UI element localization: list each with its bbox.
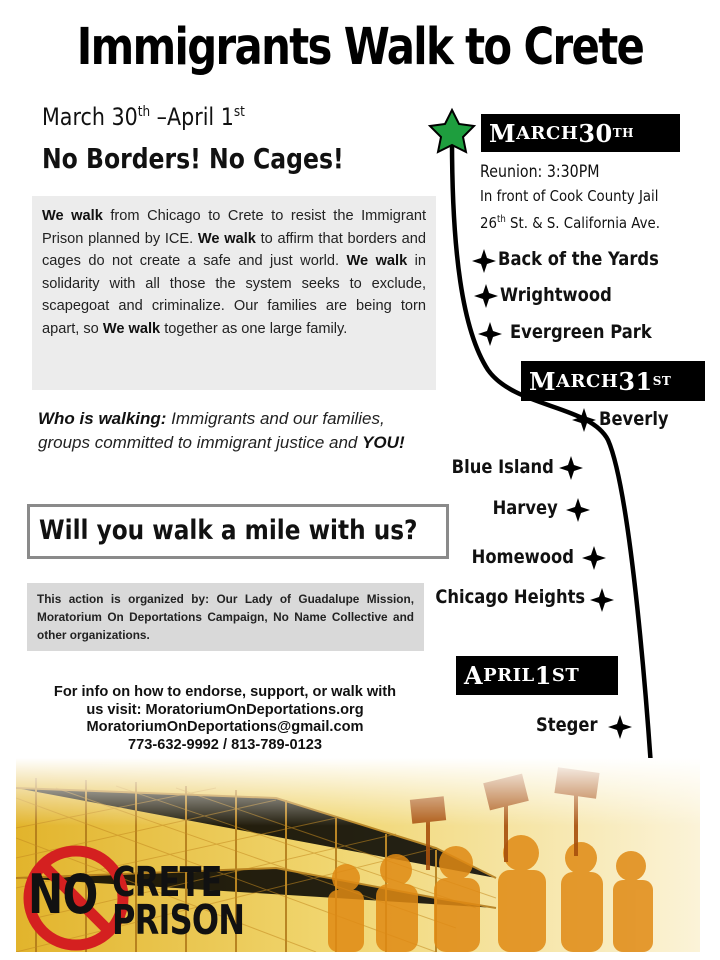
reunion-time: Reunion: 3:30PM <box>480 162 600 181</box>
stop-star-icon <box>590 588 614 612</box>
route-line <box>452 140 656 848</box>
stop-star-icon <box>478 322 502 346</box>
event-dates: March 30th –April 1st <box>42 103 245 131</box>
info-line: For info on how to endorse, support, or walk with <box>53 684 397 700</box>
logo-no: NO <box>28 863 98 926</box>
stop-label: Steger <box>536 714 598 736</box>
stop-label: Wrightwood <box>500 284 612 306</box>
stop-label: Blue Island <box>451 456 554 478</box>
stop-label: Beverly <box>599 408 669 430</box>
stop-label: Harvey <box>492 497 558 519</box>
stop-label: Back of the Yards <box>498 248 659 270</box>
info-email[interactable]: MoratoriumOnDeportations@gmail.com <box>86 719 364 735</box>
stop-label: Chicago Heights <box>435 586 585 608</box>
organizers-box: This action is organized by: Our Lady of Guadalupe Mission, Moratorium On Deportations Campaign, No Name Collective and other organizations. <box>27 583 424 651</box>
stop-star-icon <box>566 498 590 522</box>
meeting-address: 26th St. & S. California Ave. <box>480 214 660 233</box>
who-is-walking: Who is walking: Immigrants and our families, groups committed to immigrant justice and YOU! <box>38 409 405 452</box>
page-title: Immigrants Walk to Crete <box>76 18 644 77</box>
slogan: No Borders! No Cages! <box>42 142 344 175</box>
day1-badge: M ARCH 30 TH <box>481 114 680 152</box>
start-star-icon <box>430 110 474 152</box>
day2-badge: M ARCH 31 ST <box>521 361 705 401</box>
intro-paragraph: We walk from Chicago to Crete to resist the Immigrant Prison planned by ICE. We walk to affirm that borders and cages do not create a safe and just world. We walk in solidarity with all those the system seeks to exclude, scapegoat and criminalize. Our families are being torn apart, so We walk together as one large family. <box>32 196 436 390</box>
stop-label: Evergreen Park <box>510 321 652 343</box>
stop-star-icon <box>472 249 496 273</box>
info-website[interactable]: us visit: MoratoriumOnDeportations.org <box>86 701 364 718</box>
stop-star-icon <box>474 284 498 308</box>
logo-crete: CRETE <box>112 858 222 906</box>
stop-star-icon <box>572 408 596 432</box>
info-phones: 773-632-9992 / 813-789-0123 <box>128 736 322 753</box>
stop-label: Homewood <box>471 546 574 568</box>
stop-star-icon <box>559 456 583 480</box>
stop-star-icon <box>582 546 606 570</box>
meeting-details <box>480 160 660 235</box>
day3-badge: A PRIL 1 ST <box>456 656 618 695</box>
walk-with-us-text: Will you walk a mile with us? <box>39 515 418 546</box>
meeting-location: In front of Cook County Jail <box>480 187 659 205</box>
logo-prison: PRISON <box>112 896 245 944</box>
stop-star-icon <box>608 715 632 739</box>
